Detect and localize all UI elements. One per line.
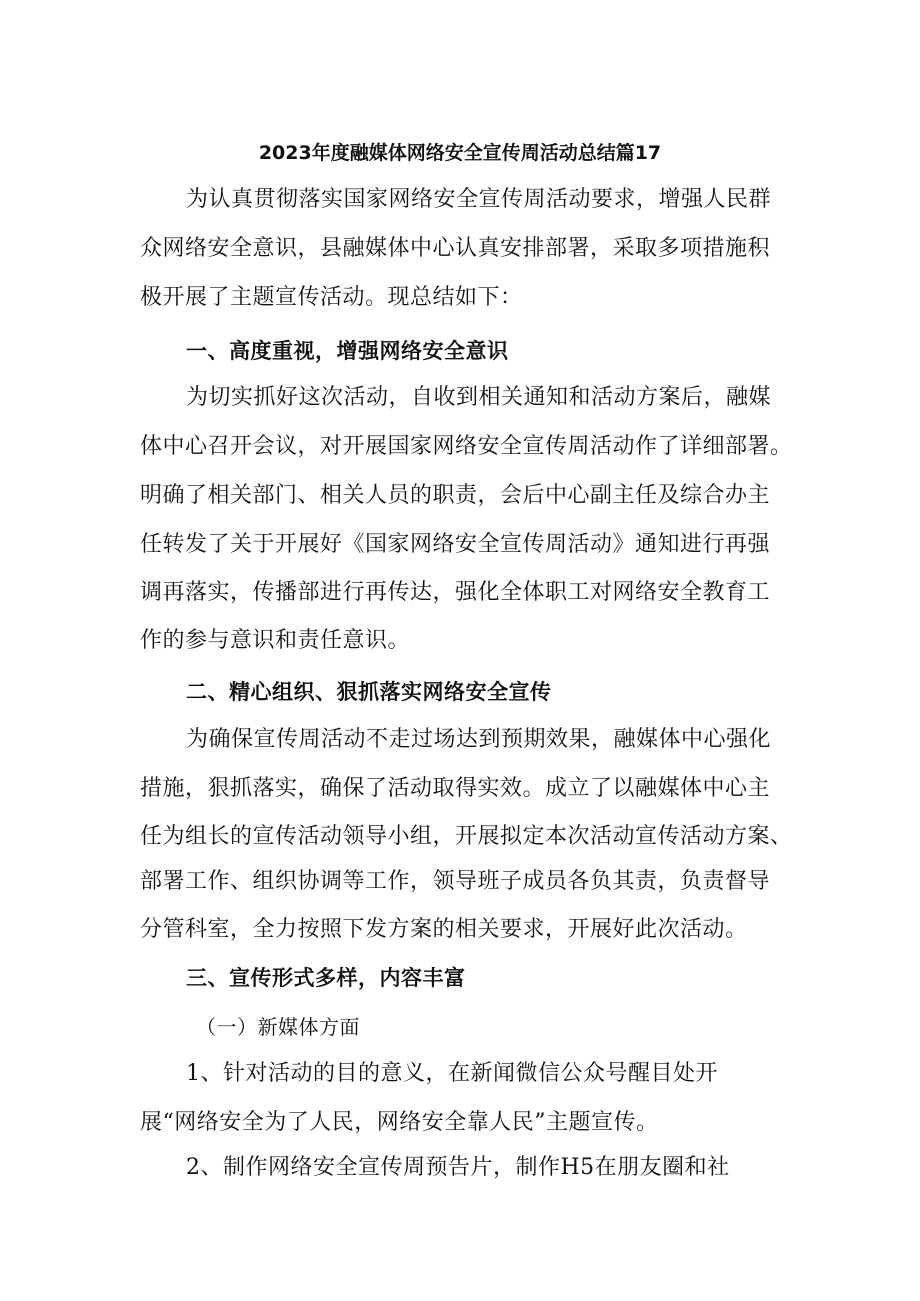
intro-line-2: 众网络安全意识，县融媒体中心认真安排部署，采取多项措施积: [140, 236, 771, 261]
section1-line-1: 为切实抓好这次活动，自收到相关通知和活动方案后，融媒: [186, 385, 772, 410]
section1-line-2: 体中心召开会议，对开展国家网络安全宣传周活动作了详细部署。: [140, 434, 793, 459]
intro-line-1: 为认真贯彻落实国家网络安全宣传周活动要求，增强人民群: [186, 187, 772, 212]
section-heading-3: 三、宣传形式多样，内容丰富: [186, 966, 466, 990]
section2-line-5: 分管科室，全力按照下发方案的相关要求，开展好此次活动。: [140, 917, 748, 942]
section2-line-1: 为确保宣传周活动不走过场达到预期效果，融媒体中心强化: [186, 727, 772, 752]
section2-line-4: 部署工作、组织协调等工作，领导班子成员各负其责，负责督导: [140, 869, 771, 894]
item1-line-1: 1、针对活动的目的意义，在新闻微信公众号醒目处开: [186, 1061, 718, 1086]
section2-line-3: 任为组长的宣传活动领导小组，开展拟定本次活动宣传活动方案、: [140, 824, 793, 849]
section-heading-2: 二、精心组织、狠抓落实网络安全宣传: [186, 680, 552, 704]
section2-line-2: 措施，狠抓落实，确保了活动取得实效。成立了以融媒体中心主: [140, 776, 771, 801]
section-heading-1: 一、高度重视，增强网络安全意识: [186, 339, 509, 363]
section1-line-4: 任转发了关于开展好《国家网络安全宣传周活动》通知进行再强: [140, 532, 771, 557]
section1-line-6: 作的参与意识和责任意识。: [140, 628, 411, 653]
item2-line-1: 2、制作网络安全宣传周预告片，制作H5在朋友圈和社: [186, 1155, 730, 1180]
document-title: 2023年度融媒体网络安全宣传周活动总结篇17: [258, 142, 662, 164]
section1-line-3: 明确了相关部门、相关人员的职责，会后中心副主任及综合办主: [140, 483, 771, 508]
intro-line-3: 极开展了主题宣传活动。现总结如下：: [140, 285, 523, 310]
subsection-heading-1: （一）新媒体方面: [196, 1015, 360, 1039]
section1-line-5: 调再落实，传播部进行再传达，强化全体职工对网络安全教育工: [140, 580, 771, 605]
item1-line-2: 展“网络安全为了人民，网络安全靠人民”主题宣传。: [140, 1110, 659, 1135]
